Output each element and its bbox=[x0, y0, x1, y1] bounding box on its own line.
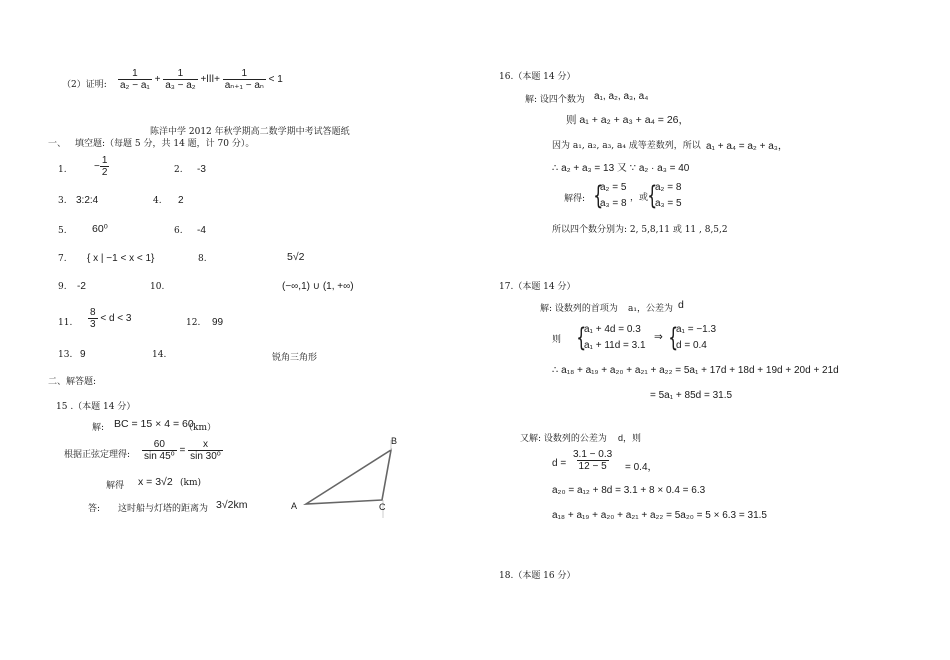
p16-system1-b: a₃ = 8 bbox=[600, 198, 627, 209]
p17-system2-a: a₁ = −1.3 bbox=[676, 324, 717, 335]
p17-line3: ∴ a₁₈ + a₁₉ + a₂₀ + a₂₁ + a₂₂ = 5a₁ + 17d + 18d + 19d + 20d + 21d bbox=[552, 365, 839, 376]
answer-10: (−∞,1) ∪ (1, +∞) bbox=[282, 281, 354, 292]
triangle-abc bbox=[306, 450, 391, 504]
p17-brace-2: { bbox=[668, 323, 679, 353]
p16-line1: 解: 设四个数为 bbox=[525, 95, 585, 105]
proof-label: （2）证明: bbox=[62, 80, 107, 90]
answer-number-5: 5. bbox=[58, 226, 67, 236]
p17-alt-d: d，则 bbox=[618, 433, 642, 443]
p17-arrow: ⇒ bbox=[654, 331, 663, 343]
p16-system2-a: a₂ = 8 bbox=[655, 182, 682, 193]
p17-line1-d: d bbox=[678, 299, 684, 311]
section1-number: 一、 bbox=[48, 139, 67, 149]
answer-number-4: 4. bbox=[153, 196, 162, 206]
p15-solve-label: 解: bbox=[92, 423, 105, 433]
answer-number-13: 13. bbox=[58, 350, 73, 360]
p16-or: ，或 bbox=[630, 193, 649, 203]
p16-line1-math: a₁, a₂, a₃, a₄ bbox=[594, 91, 649, 102]
p16-system1-a: a₂ = 5 bbox=[600, 182, 627, 193]
proof-frac-1: $\frac{1}{\text{a₂ − a₁}}$ bbox=[120, 68, 150, 91]
p17-brace-1: { bbox=[576, 323, 587, 353]
answer-12: 99 bbox=[212, 317, 224, 328]
proof-expression: $\frac{1}{\text{a₂ − a₁}}$ + $\frac{1}{\text{a₃ − a₂}}$ +ǀǀǀ+ $\frac{1}{\text{aₙ₊₁ − aₙ}}$ < 1 bbox=[120, 68, 283, 91]
answer-6: -4 bbox=[197, 225, 206, 236]
answer-5: 60⁰ bbox=[92, 223, 108, 235]
p17-line6: a₁₈ + a₁₉ + a₂₀ + a₂₁ + a₂₂ = 5a₂₀ = 5 × 6.3 = 31.5 bbox=[552, 510, 767, 521]
answer-8: 5√2 bbox=[287, 251, 305, 263]
p17-system1-a: a₁ + 4d = 0.3 bbox=[584, 324, 641, 335]
p17-heading: 17.（本题 14 分） bbox=[499, 282, 576, 292]
answer-14: 锐角三角形 bbox=[272, 353, 318, 363]
p15-result-label: 解得 bbox=[106, 481, 125, 491]
p17-line4: = 5a₁ + 85d = 31.5 bbox=[650, 390, 733, 401]
answer-9: -2 bbox=[77, 281, 86, 292]
p15-answer-label: 答: bbox=[88, 504, 101, 514]
proof-frac-2: $\frac{1}{\text{a₃ − a₂}}$ bbox=[165, 68, 196, 91]
p17-line1-math: a₁，公差为 bbox=[628, 304, 673, 314]
answer-number-7: 7. bbox=[58, 254, 67, 264]
p15-sine-equation: $\frac{60}{\text{sin 45⁰}}$ = $\frac{x}{\text{sin 30⁰}}$ bbox=[144, 439, 221, 462]
p16-solve-label: 解得: bbox=[564, 194, 586, 204]
answer-2: -3 bbox=[197, 164, 206, 175]
p17-system1-b: a₁ + 11d = 3.1 bbox=[584, 340, 646, 351]
answer-13: 9 bbox=[80, 349, 86, 360]
answer-7: { x | −1 < x < 1} bbox=[87, 253, 155, 264]
answer-4: 2 bbox=[178, 195, 184, 206]
p15-result: x = 3√2 bbox=[138, 476, 173, 488]
p16-line3-math: a₁ + a₄ = a₂ + a₃， bbox=[706, 141, 788, 152]
answer-number-8: 8. bbox=[198, 254, 207, 264]
p15-result-unit: (km) bbox=[180, 478, 202, 488]
section2-heading: 二、解答题: bbox=[48, 377, 97, 387]
answer-number-14: 14. bbox=[152, 350, 167, 360]
p17-line1: 解: 设数列的首项为 bbox=[540, 304, 618, 314]
p15-line1: BC = 15 × 4 = 60 bbox=[114, 418, 194, 430]
answer-number-1: 1. bbox=[58, 165, 67, 175]
p16-line4: ∴ a₂ + a₃ = 13 又 ∵ a₂ · a₃ = 40 bbox=[552, 163, 690, 174]
p17-line5: a₂₀ = a₁₂ + 8d = 3.1 + 8 × 0.4 = 6.3 bbox=[552, 485, 706, 496]
p16-line2: 则 a₁ + a₂ + a₃ + a₄ = 26， bbox=[566, 114, 690, 126]
p16-brace-2: { bbox=[647, 181, 658, 211]
answer-1: − $\frac{1}{2}$ bbox=[94, 155, 108, 178]
answer-number-12: 12. bbox=[186, 318, 201, 328]
p16-system2-b: a₃ = 5 bbox=[655, 198, 682, 209]
section1-heading: 填空题:（每题 5 分，共 14 题，计 70 分）。 bbox=[75, 139, 255, 149]
p15-answer-text: 这时船与灯塔的距离为 bbox=[118, 504, 209, 514]
answer-3: 3:2:4 bbox=[76, 195, 99, 206]
p15-heading: 15 .（本题 14 分） bbox=[56, 402, 136, 412]
point-b-label: B bbox=[391, 436, 398, 446]
p17-system2-b: d = 0.4 bbox=[676, 340, 707, 351]
answer-number-11: 11. bbox=[58, 318, 73, 328]
answer-11: $\frac{8}{3}$ < d < 3 bbox=[90, 307, 132, 330]
point-a-label: A bbox=[291, 501, 298, 511]
p18-heading: 18.（本题 16 分） bbox=[499, 571, 576, 581]
proof-frac-3: $\frac{1}{\text{aₙ₊₁ − aₙ}}$ bbox=[224, 68, 264, 91]
point-c-label: C bbox=[379, 502, 386, 512]
p16-heading: 16.（本题 14 分） bbox=[499, 72, 576, 82]
page-title: 陈洋中学 2012 年秋学期高二数学期中考试答题纸 bbox=[150, 127, 350, 137]
p15-sine-label: 根据正弦定理得: bbox=[64, 450, 131, 460]
p17-d-label: d = bbox=[552, 458, 567, 469]
p17-alt-line: 又解: 设数列的公差为 bbox=[520, 434, 607, 444]
p16-brace-1: { bbox=[593, 181, 604, 211]
p17-d-value: = 0.4， bbox=[625, 462, 658, 473]
p17-d-fraction: $\frac{3.1 - 0.3}{12 - 5}$ bbox=[573, 449, 613, 472]
answer-number-9: 9. bbox=[58, 282, 67, 292]
p17-then: 则 bbox=[552, 335, 562, 345]
p15-unit1: （km） bbox=[184, 423, 216, 433]
p16-line3: 因为 a₁, a₂, a₃, a₄ 成等差数列，所以 bbox=[552, 141, 701, 151]
p15-answer-value: 3√2km bbox=[216, 499, 248, 511]
answer-number-3: 3. bbox=[58, 196, 67, 206]
answer-number-2: 2. bbox=[174, 165, 183, 175]
answer-number-10: 10. bbox=[150, 282, 165, 292]
p16-conclusion: 所以四个数分别为: 2, 5,8,11 或 11 , 8,5,2 bbox=[552, 225, 728, 235]
answer-number-6: 6. bbox=[174, 226, 183, 236]
